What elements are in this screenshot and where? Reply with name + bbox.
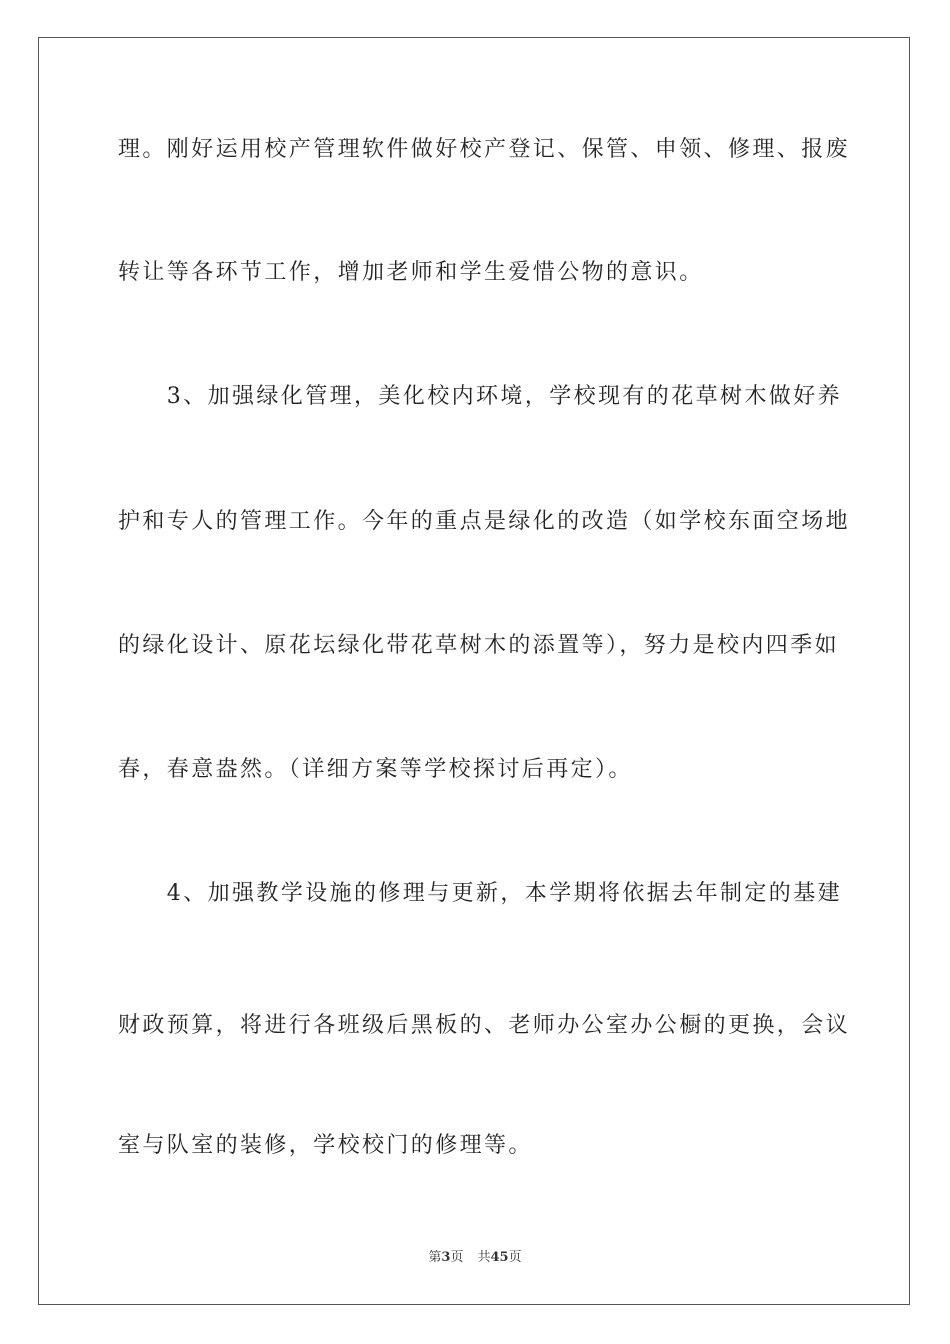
- body-text-line: 4、加强教学设施的修理与更新，本学期将依据去年制定的基建: [118, 881, 842, 906]
- body-text-line: 室与队室的装修，学校校门的修理等。: [118, 1133, 533, 1158]
- total-label-suffix: 页: [508, 1250, 522, 1265]
- body-text-line: 理。刚好运用校产管理软件做好校产登记、保管、申领、修理、报废: [118, 137, 851, 162]
- body-text-line: 财政预算，将进行各班级后黑板的、老师办公室办公橱的更换，会议: [118, 1013, 851, 1038]
- total-label-prefix: 共: [477, 1250, 491, 1265]
- page-footer: [0, 1246, 950, 1265]
- total-pages: 45: [490, 1250, 509, 1265]
- body-text-line: 春，春意盎然。（详细方案等学校探讨后再定）。: [118, 757, 633, 782]
- page-border: [38, 37, 910, 1305]
- page-label-prefix: 第: [428, 1250, 442, 1265]
- body-text-line: 转让等各环节工作，增加老师和学生爱惜公物的意识。: [118, 260, 704, 285]
- body-text-line: 护和专人的管理工作。今年的重点是绿化的改造（如学校东面空场地: [118, 509, 851, 534]
- page-number: 3: [441, 1250, 451, 1265]
- body-text-line: 的绿化设计、原花坛绿化带花草树木的添置等），努力是校内四季如: [118, 633, 840, 658]
- body-text-line: 3、加强绿化管理，美化校内环境，学校现有的花草树木做好养: [118, 384, 842, 409]
- page-label-suffix: 页: [450, 1250, 464, 1265]
